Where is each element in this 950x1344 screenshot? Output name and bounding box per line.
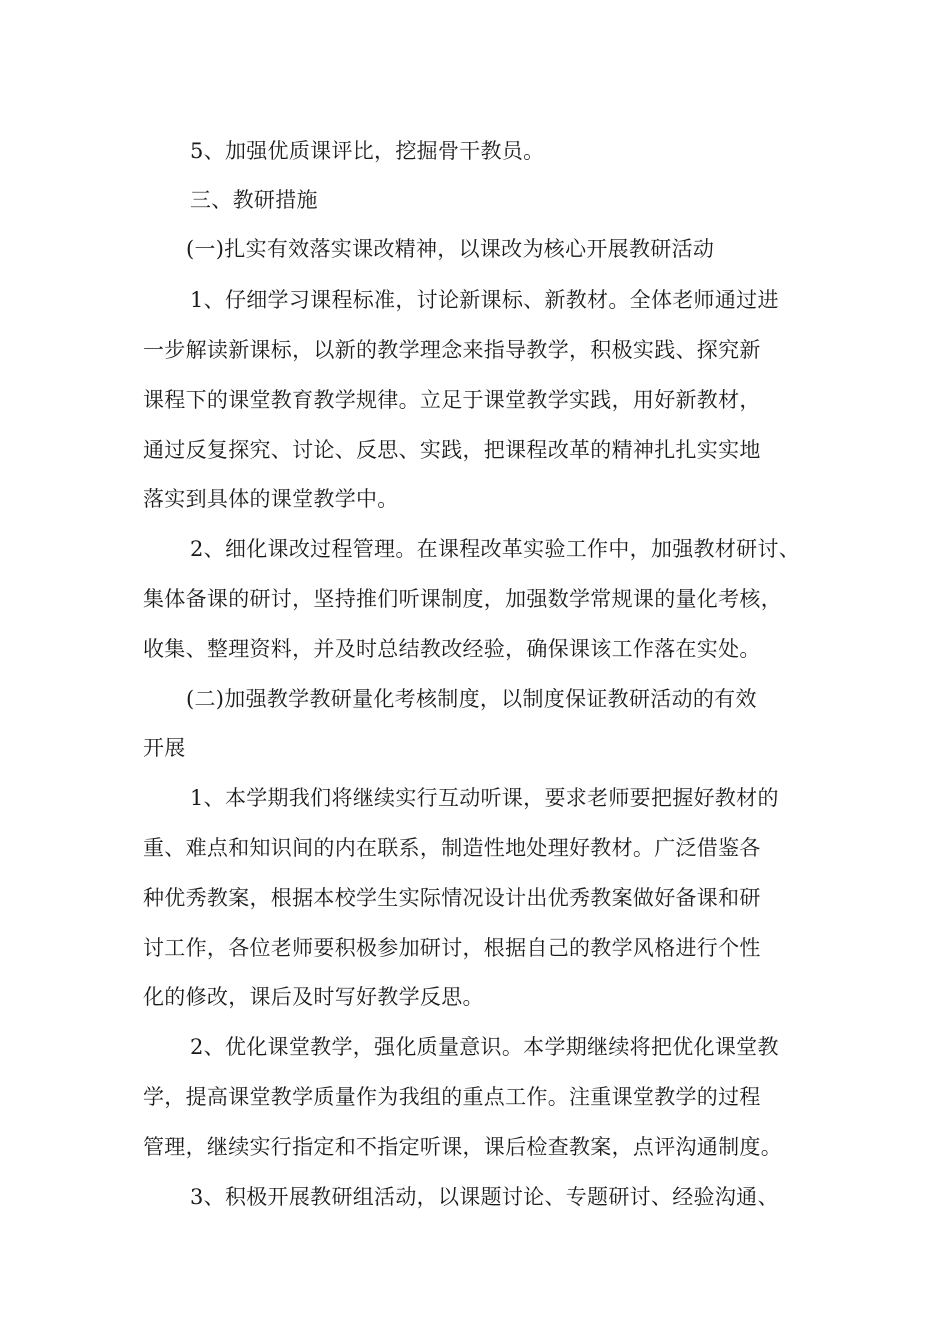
- text-line: 一步解读新课标，以新的教学理念来指导教学，积极实践、探究新: [143, 338, 761, 362]
- section-heading: 三、教研措施: [190, 188, 318, 212]
- text-line: 课程下的课堂教育教学规律。立足于课堂教学实践，用好新教材，: [143, 388, 761, 412]
- subsection-heading: (二)加强教学教研量化考核制度，以制度保证教研活动的有效: [186, 687, 757, 711]
- text-line: 2、细化课改过程管理。在课程改革实验工作中，加强教材研讨、: [190, 537, 801, 561]
- text-line: 开展: [143, 736, 186, 760]
- text-line: 集体备课的研讨，坚持推们听课制度，加强数学常规课的量化考核，: [143, 587, 782, 611]
- subsection-heading: (一)扎实有效落实课改精神，以课改为核心开展教研活动: [186, 237, 715, 261]
- text-line: 3、积极开展教研组活动，以课题讨论、专题研讨、经验沟通、: [190, 1185, 779, 1209]
- text-line: 收集、整理资料，并及时总结教改经验，确保课该工作落在实处。: [143, 637, 761, 661]
- text-line: 重、难点和知识间的内在联系，制造性地处理好教材。广泛借鉴各: [143, 836, 761, 860]
- text-line: 化的修改，课后及时写好教学反思。: [143, 985, 484, 1009]
- text-line: 讨工作，各位老师要积极参加研讨，根据自己的教学风格进行个性: [143, 936, 761, 960]
- text-line: 通过反复探究、讨论、反思、实践，把课程改革的精神扎扎实实地: [143, 438, 761, 462]
- text-line: 5、加强优质课评比，挖掘骨干教员。: [190, 139, 545, 163]
- text-line: 1、本学期我们将继续实行互动听课，要求老师要把握好教材的: [190, 786, 779, 810]
- text-line: 学，提高课堂教学质量作为我组的重点工作。注重课堂教学的过程: [143, 1085, 761, 1109]
- text-line: 落实到具体的课堂教学中。: [143, 487, 399, 511]
- text-line: 管理，继续实行指定和不指定听课，课后检查教案，点评沟通制度。: [143, 1135, 782, 1159]
- text-line: 1、仔细学习课程标准，讨论新课标、新教材。全体老师通过进: [190, 288, 779, 312]
- text-line: 种优秀教案，根据本校学生实际情况设计出优秀教案做好备课和研: [143, 886, 761, 910]
- text-line: 2、优化课堂教学，强化质量意识。本学期继续将把优化课堂教: [190, 1035, 779, 1059]
